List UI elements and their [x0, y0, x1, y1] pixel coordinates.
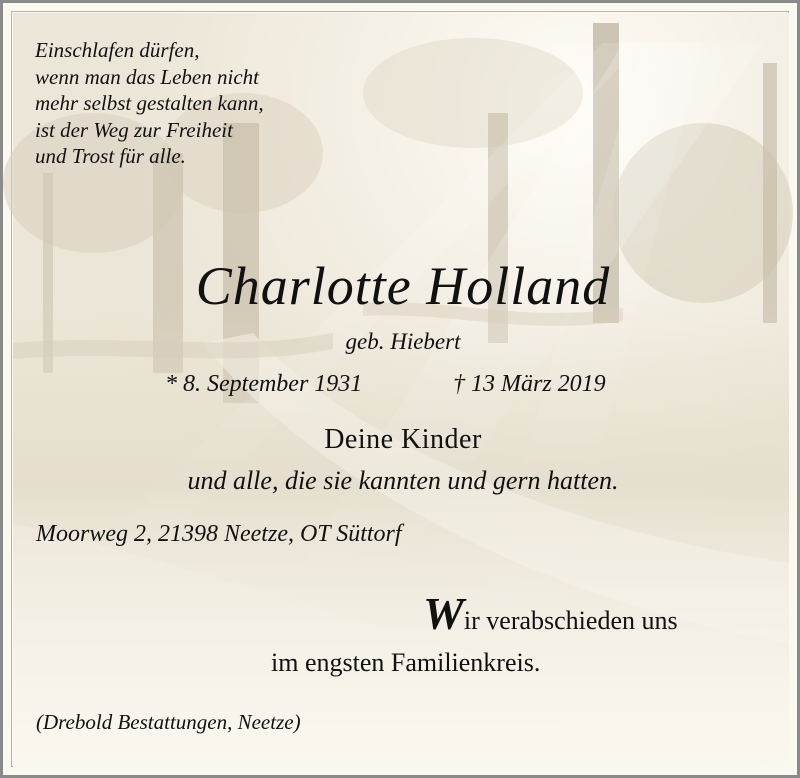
poem-line: und Trost für alle. [35, 144, 186, 168]
poem [35, 37, 264, 170]
address: Moorweg 2, 21398 Neetze, OT Süttorf [36, 521, 402, 547]
death-date: † 13 März 2019 [453, 371, 606, 397]
poem-line: wenn man das Leben nicht [35, 64, 259, 89]
undertaker: (Drebold Bestattungen, Neetze) [36, 710, 301, 734]
deceased-name: Charlotte Holland [195, 256, 611, 316]
mourners-others: und alle, die sie kannten und gern hatten. [187, 466, 619, 495]
mourners-children: Deine Kinder [324, 424, 482, 455]
farewell-line-1-text: ir verabschieden uns [463, 606, 678, 635]
farewell-initial: W [423, 588, 464, 639]
maiden-name: geb. Hiebert [345, 329, 461, 354]
poem-line: mehr selbst gestalten kann, [35, 91, 264, 115]
poem-line: ist der Weg zur Freiheit [35, 117, 233, 142]
poem-line: Einschlafen dürfen, [35, 38, 200, 62]
farewell-line-1 [423, 588, 678, 639]
farewell-line-2: im engsten Familienkreis. [271, 648, 541, 677]
birth-date: * 8. September 1931 [165, 371, 363, 397]
